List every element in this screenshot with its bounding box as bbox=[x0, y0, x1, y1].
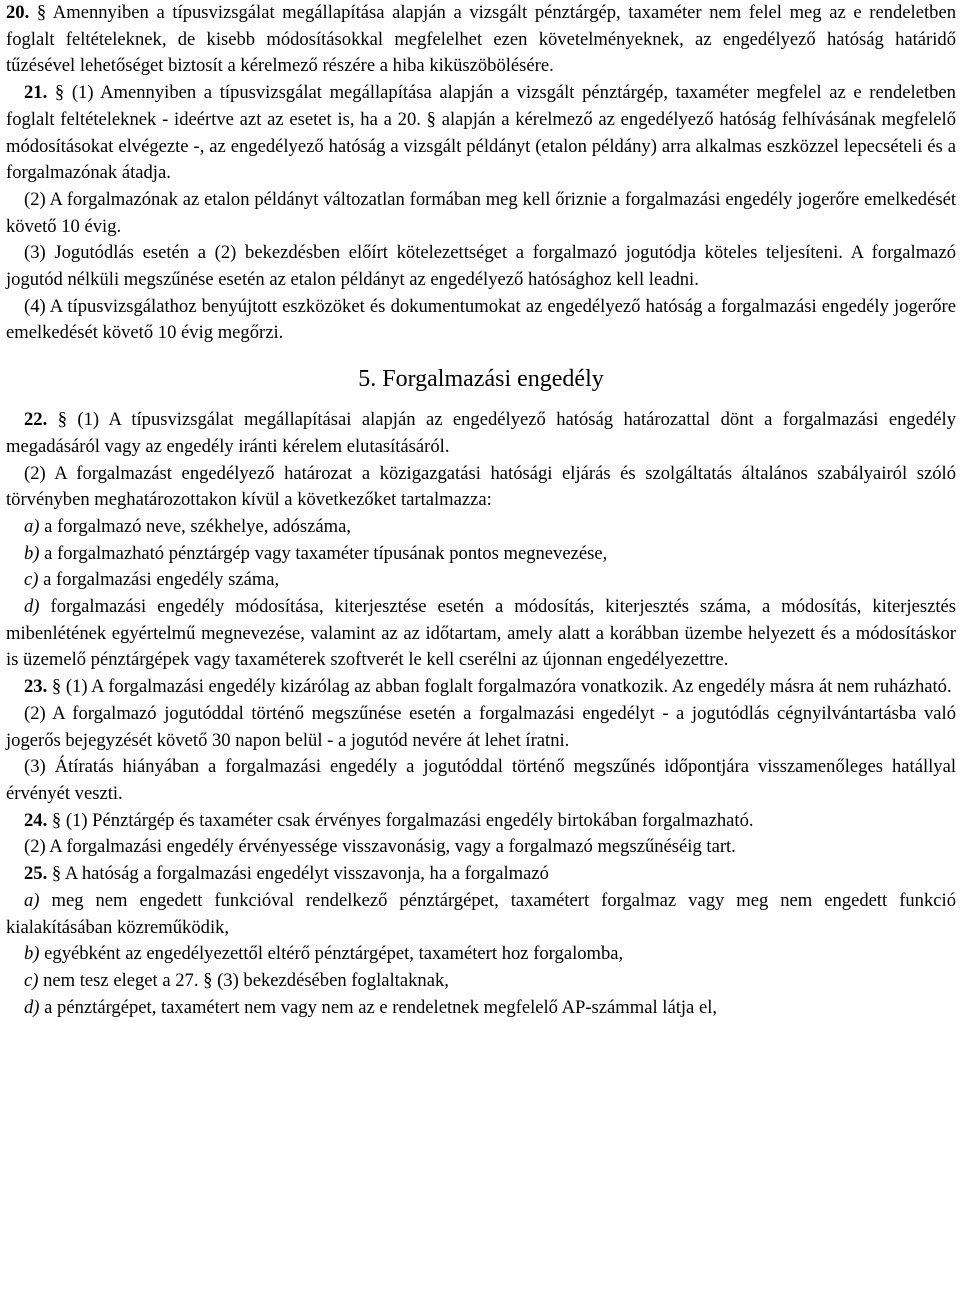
section-symbol: § bbox=[57, 409, 67, 431]
item-label: a) bbox=[24, 515, 40, 537]
section-23-p1 bbox=[6, 674, 956, 701]
section-21-p4: (4) A típusvizsgálathoz benyújtott eszközöket és dokumentumokat az engedélyező hatóság a forgalmazási engedély jogerőre emelkedését követő 10 évig megőrzi. bbox=[6, 295, 956, 344]
section-symbol: § bbox=[51, 676, 62, 698]
section-symbol: § bbox=[54, 82, 65, 104]
section-number: 21. bbox=[24, 82, 48, 104]
section-22-p1 bbox=[6, 407, 956, 460]
section-21-p1 bbox=[6, 80, 956, 187]
section-number: 23. bbox=[24, 676, 48, 698]
section-number: 20. bbox=[6, 2, 30, 23]
paragraph-text: A hatóság a forgalmazási engedélyt visszavonja, ha a forgalmazó bbox=[61, 863, 549, 885]
section-number: 25. bbox=[24, 863, 48, 885]
section-symbol: § bbox=[51, 863, 62, 885]
section-text: Amennyiben a típusvizsgálat megállapítása alapján a vizsgált pénztárgép, taxaméter nem felel meg az e rendeletben foglalt feltételeknek, de kisebb módosításokkal megfelelhet ezen követelményeknek, az engedélyező hatóság határidő tűzésével lehetőséget biztosít a kérelmező részére a hiba kiküszöbölésére. bbox=[6, 2, 956, 77]
section-22-p2: (2) A forgalmazást engedélyező határozat a közigazgatási hatósági eljárás és szolgáltatás általános szabályairól szóló törvényben meghatározottakon kívül a következőket tartalmazza: bbox=[6, 462, 956, 511]
item-label: d) bbox=[24, 996, 40, 1018]
list-item bbox=[6, 968, 956, 995]
section-symbol: § bbox=[426, 108, 436, 130]
item-text: nem tesz eleget a 27. § (3) bekezdésében foglaltaknak, bbox=[38, 969, 449, 991]
paragraph-text: (1) Amennyiben a típusvizsgálat megállapítása alapján a vizsgált pénztárgép, taxaméter megfelel az e rendeletben foglalt feltételeknek - ideértve azt az esetet is, ha a 20. bbox=[6, 82, 956, 130]
item-label: c) bbox=[24, 969, 39, 991]
item-text: meg nem engedett funkcióval rendelkező pénztárgépet, taxamétert forgalmaz vagy meg nem engedett funkció kialakításában közreműködik, bbox=[6, 889, 956, 938]
section-20 bbox=[6, 0, 956, 80]
section-symbol: § bbox=[36, 2, 47, 23]
item-text: a forgalmazható pénztárgép vagy taxaméter típusának pontos megnevezése, bbox=[39, 542, 608, 564]
chapter-heading: 5. Forgalmazási engedély bbox=[358, 366, 604, 393]
list-item bbox=[6, 995, 956, 1022]
section-symbol: § bbox=[51, 809, 62, 831]
item-label: a) bbox=[24, 889, 40, 911]
item-label: c) bbox=[24, 569, 39, 591]
list-item bbox=[6, 941, 956, 968]
item-text: egyébként az engedélyezettől eltérő pénztárgépet, taxamétert hoz forgalomba, bbox=[39, 943, 624, 965]
section-21-p3: (3) Jogutódlás esetén a (2) bekezdésben előírt kötelezettséget a forgalmazó jogutódja köteles teljesíteni. A forgalmazó jogutód nélküli megszűnése esetén az etalon példányt az engedélyező hatósághoz kell leadni. bbox=[6, 242, 956, 291]
list-item bbox=[6, 541, 956, 568]
item-text: forgalmazási engedély módosítása, kiterjesztése esetén a módosítás, kiterjesztés száma, a módosítás, kiterjesztés mibenlétének egyértelmű megnevezése, valamint az az időtartam, amely alatt a korábban üzembe helyezett és a módosításkor is üzemelő pénztárgépek vagy taxaméterek szoftverét le kell cserélni az újonnan engedélyezettre. bbox=[6, 596, 956, 671]
item-label: b) bbox=[24, 542, 40, 564]
section-24-p1 bbox=[6, 808, 956, 835]
section-number: 22. bbox=[24, 409, 48, 431]
section-number: 24. bbox=[24, 809, 48, 831]
item-label: d) bbox=[24, 596, 40, 618]
paragraph-text: (1) Pénztárgép és taxaméter csak érvényes forgalmazási engedély birtokában forgalmazható. bbox=[61, 809, 754, 831]
list-item bbox=[6, 567, 956, 594]
item-text: a pénztárgépet, taxamétert nem vagy nem az e rendeletnek megfelelő AP-számmal látja el, bbox=[39, 996, 718, 1018]
section-23-p2: (2) A forgalmazó jogutóddal történő megszűnése esetén a forgalmazási engedélyt - a jogutódlás cégnyilvántartásba való jogerős bejegyzését követő 30 napon belül - a jogutód nevére át lehet íratni. bbox=[6, 702, 956, 751]
section-24-p2: (2) A forgalmazási engedély érvényessége visszavonásig, vagy a forgalmazó megszűnéséig tart. bbox=[24, 836, 736, 858]
item-text: a forgalmazó neve, székhelye, adószáma, bbox=[39, 515, 351, 537]
section-23-p3: (3) Átíratás hiányában a forgalmazási engedély a jogutóddal történő megszűnés időpontjára visszamenőleges hatállyal érvényét veszti. bbox=[6, 756, 956, 804]
list-item bbox=[6, 888, 956, 941]
list-item bbox=[6, 514, 956, 541]
item-text: a forgalmazási engedély száma, bbox=[38, 569, 280, 591]
section-21-p2: (2) A forgalmazónak az etalon példányt változatlan formában meg kell őriznie a forgalmazási engedély jogerőre emelkedését követő 10 évig. bbox=[6, 188, 956, 237]
list-item bbox=[6, 594, 956, 674]
paragraph-text: (1) A forgalmazási engedély kizárólag az abban foglalt forgalmazóra vonatkozik. Az engedély másra át nem ruházható. bbox=[61, 676, 952, 698]
item-label: b) bbox=[24, 943, 40, 965]
paragraph-text: alapján a kérelmező az engedélyező hatóság felhívásának megfelelő módosításokat elvégezte -, az engedélyező hatóság a vizsgált példányt (etalon példány) arra alkalmas eszközzel lepecsételi és a forgalmazónak átadja. bbox=[6, 108, 956, 184]
section-25-p1 bbox=[6, 861, 956, 888]
paragraph-text: (1) A típusvizsgálat megállapításai alapján az engedélyező hatóság határozattal dönt a forgalmazási engedély megadásáról vagy az engedély iránti kérelem elutasításáról. bbox=[6, 409, 956, 457]
